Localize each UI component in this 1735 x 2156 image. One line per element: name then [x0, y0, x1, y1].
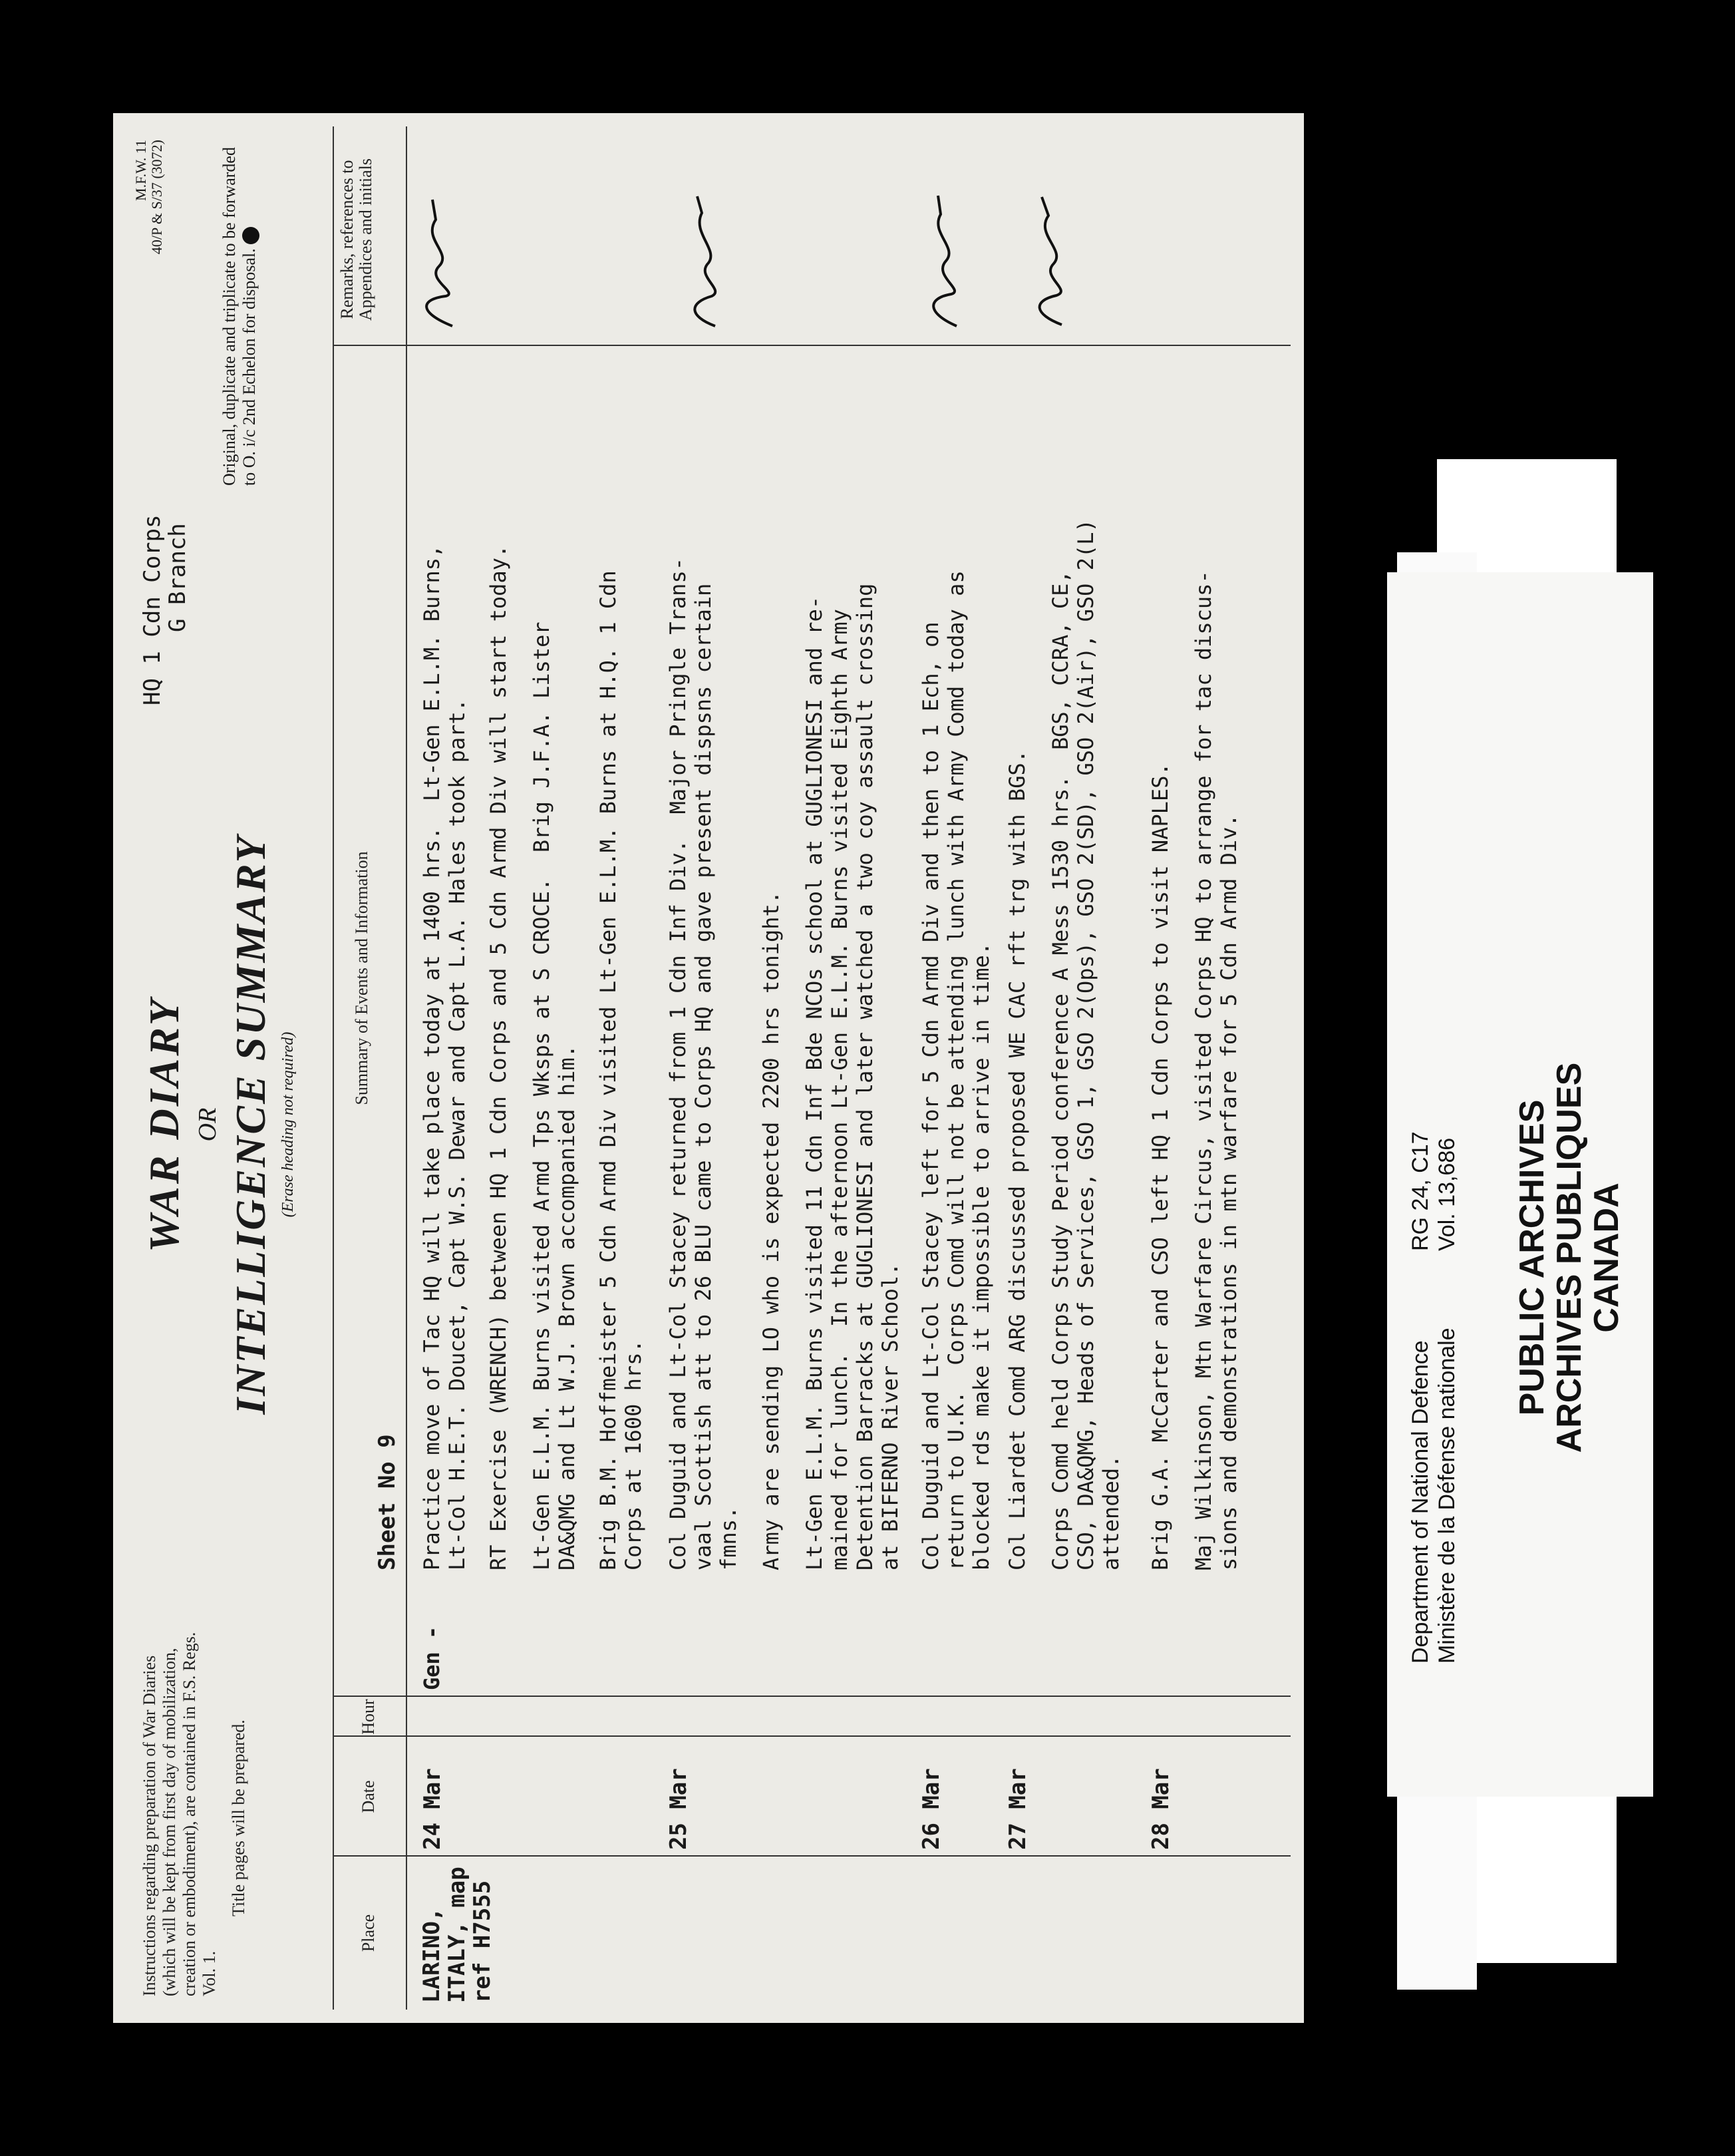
column-divider [333, 345, 1291, 346]
punch-hole-icon [242, 227, 259, 244]
summary-entry: Lt-Gen E.L.M. Burns visited 11 Cdn Inf Bde NCOs school at GUGLIONESI and re- mained for lunch. In the afternoon Lt-Gen E.L.M. Burns visited Eighth Army Detention Barracks at GUGLIONESI and later watched a two coy assault crossing at BIFERNO River School. [802, 583, 903, 1570]
summary-entry: Brig B.M. Hoffmeister 5 Cdn Armd Div visited Lt-Gen E.L.M. Burns at H.Q. 1 Cdn Corps at 1600 hrs. [595, 570, 646, 1570]
stamp-pa-en: PUBLIC ARCHIVES [1513, 1099, 1551, 1416]
header-date: Date [359, 1780, 378, 1813]
date-entry: 25 Mar [665, 1768, 692, 1850]
form-number [133, 140, 165, 254]
stamp-rg: RG 24, C17 [1408, 1131, 1433, 1251]
summary-entry: Maj Wilkinson, Mtn Warfare Circus, visited Corps HQ to arrange for tac discus- sions and demonstrations in mtn warfare for 5 Cdn Armd Div. [1191, 570, 1241, 1570]
hour-entry: Gen - [419, 1626, 444, 1690]
archive-stamp-card [1387, 572, 1653, 1797]
title-pages-note: Title pages will be prepared. [229, 1719, 248, 1916]
summary-entry: Col Duguid and Lt-Col Stacey left for 5 Cdn Armd Div and then to 1 Ech, on return to U.K. Corps Comd will not be attending lunch with Army Comd today as blocked rds make it impossible to arrive in time. [918, 570, 994, 1570]
header-summary: Summary of Events and Information [352, 851, 371, 1105]
date-entry: 28 Mar [1148, 1768, 1174, 1850]
date-entry: 26 Mar [918, 1768, 945, 1850]
form-number-line-2: 40/P & S/37 (3072) [148, 140, 165, 255]
table-header [333, 126, 406, 2010]
stamp-volume: Vol. 13,686 [1434, 1137, 1460, 1251]
original-note [220, 140, 259, 486]
sheet-number: Sheet No 9 [374, 1434, 400, 1570]
header-place: Place [359, 1914, 378, 1952]
form-number-line-1: M.F.W. 11 [132, 140, 149, 201]
unit-line-1: HQ 1 Cdn Corps [139, 514, 166, 705]
header-hour: Hour [359, 1699, 378, 1735]
stamp-public-archives [1513, 892, 1625, 1624]
initials-signature-icon [918, 186, 971, 333]
summary-entry: Lt-Gen E.L.M. Burns visited Armd Tps Wksps at S CROCE. Brig J.F.A. Lister DA&QMG and Lt W.J. Brown accompanied him. [529, 622, 579, 1570]
table-header-rule [406, 126, 407, 2010]
stamp-pa-fr: ARCHIVES PUBLIQUES [1550, 1062, 1589, 1453]
summary-entry: RT Exercise (WRENCH) between HQ 1 Cdn Corps and 5 Cdn Armd Div will start today. [486, 544, 511, 1570]
column-divider [333, 1696, 1291, 1697]
stamp-department-fr: Ministère de la Défense nationale [1434, 1328, 1460, 1664]
summary-entry: Col Duguid and Lt-Col Stacey returned from 1 Cdn Inf Div. Major Pringle Trans- vaal Scottish att to 26 BLU came to Corps HQ and gave present dispsns certain fmns. [665, 558, 741, 1570]
column-divider [333, 1735, 1291, 1737]
heading-erase-note: (Erase heading not required) [279, 1031, 297, 1218]
initials-signature-icon [412, 186, 466, 333]
war-diary-sheet [113, 113, 1304, 2023]
war-diary-form [113, 113, 1304, 2023]
unit-line-2: G Branch [164, 523, 191, 632]
heading-or: OR [194, 1107, 222, 1142]
stamp-reference [1407, 1131, 1460, 1251]
place-entry: LARINO, ITALY, map ref H7555 [418, 1867, 496, 2003]
summary-entry: Army are sending LO who is expected 2200 hrs tonight. [758, 890, 784, 1570]
date-entry: 27 Mar [1005, 1768, 1031, 1850]
stamp-department [1407, 1328, 1460, 1664]
summary-entry: Col Liardet Comd ARG discussed proposed WE CAC rft trg with BGS. [1005, 750, 1030, 1570]
summary-entry: Corps Comd held Corps Study Period conference A Mess 1530 hrs. BGS, CCRA, CE, CSO, DA&QMG, Heads of Services, GSO 1, GSO 2(Ops), GSO 2(SD), GSO 2(Air), GSO 2(L) attended. [1048, 519, 1124, 1570]
stamp-pa-country: CANADA [1587, 1182, 1626, 1333]
date-entry: 24 Mar [419, 1768, 446, 1850]
initials-signature-icon [1025, 186, 1078, 333]
original-note-text: Original, duplicate and triplicate to be forwarded to O. i/c 2nd Echelon for disposal. [220, 147, 259, 486]
stamp-department-en: Department of National Defence [1408, 1340, 1433, 1664]
summary-entry: Brig G.A. McCarter and CSO left HQ 1 Cdn Corps to visit NAPLES. [1148, 763, 1173, 1570]
summary-entry: Practice move of Tac HQ will take place today at 1400 hrs. Lt-Gen E.L.M. Burns, Lt-Col H.E.T. Doucet, Capt W.S. Dewar and Capt L.A. Hales took part. [419, 544, 470, 1570]
form-heading [140, 705, 297, 1544]
header-remarks: Remarks, references to Appendices and initials [337, 158, 375, 321]
heading-intelligence-summary: INTELLIGENCE SUMMARY [227, 834, 274, 1415]
column-divider [333, 1855, 1291, 1857]
diary-table [333, 126, 1291, 2010]
initials-signature-icon [679, 186, 732, 333]
instructions-text: Instructions regarding preparation of War Diaries (which will be kept from first day of mobilization, creation or embodiment), are contained in F.S. Regs. Vol. 1. [140, 1632, 219, 1996]
unit-name [140, 514, 190, 705]
heading-war-diary: WAR DIARY [140, 997, 188, 1252]
archive-stamp [1387, 572, 1653, 1797]
instructions [140, 1624, 249, 1996]
